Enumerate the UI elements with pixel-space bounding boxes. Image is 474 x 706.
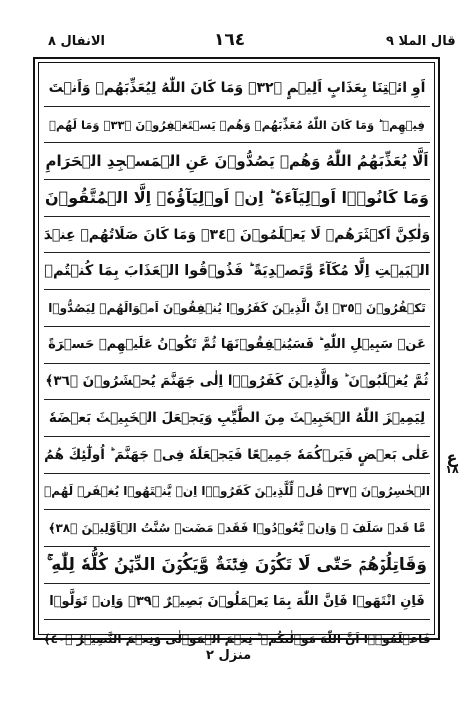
para-label: قال الملا ٩	[386, 34, 456, 49]
text-line: فَاِنِ انْتَهَوۡا فَاِنَّ اللّٰهَ بِمَا يَعۡمَلُوۡنَ بَصِيۡرٌ ﴿٣٩﴾ وَاِنۡ تَوَلَّوۡا	[44, 584, 430, 621]
text-line: اَلَّا يُعَذِّبَهُمُ اللّٰهُ وَهُمۡ يَصُدُّوۡنَ عَنِ الۡمَسۡجِدِ الۡحَرَامِ	[44, 143, 430, 180]
page-number: ١٦٤	[214, 30, 246, 50]
text-line: اَوِ ائۡتِنَا بِعَذَابٍ اَلِيۡمٍ ﴿٣٢﴾ وَمَا كَانَ اللّٰهُ لِيُعَذِّبَهُمۡ وَاَنۡتَ	[44, 70, 430, 107]
text-line: الۡخٰسِرُوۡنَ ﴿٣٧﴾ قُلۡ لِّلَّذِيۡنَ كَفَرُوۡۤا اِنۡ يَّنۡتَهُوۡا يُغۡفَرۡ لَهُمۡ	[44, 474, 430, 511]
text-line: وَمَا كَانُوۡۤا اَوۡلِيَآءَهٗ ؕ اِنۡ اَوۡلِيَآؤُهٗۤ اِلَّا الۡمُتَّقُوۡنَ	[44, 180, 430, 217]
text-line: عَنۡ سَبِيۡلِ اللّٰهِ ؕ فَسَيُنۡفِقُوۡنَهَا ثُمَّ تَكُوۡنُ عَلَيۡهِمۡ حَسۡرَةً	[44, 327, 430, 364]
text-line: الۡبَيۡتِ اِلَّا مُكَآءً وَّتَصۡدِيَةً ؕ فَذُوۡقُوا الۡعَذَابَ بِمَا كُنۡتُمۡ	[44, 253, 430, 290]
text-line: وَقَاتِلُوۡهُمۡ حَتّٰى لَا تَكُوۡنَ فِتۡنَةٌ وَّيَكُوۡنَ الدِّيۡنُ كُلُّهٗ لِلّٰهِ ۚ	[44, 547, 430, 584]
manzil-label: منزل ٢	[206, 648, 252, 663]
text-line: تَكۡفُرُوۡنَ ﴿٣٥﴾ اِنَّ الَّذِيۡنَ كَفَرُوۡا يُنۡفِقُوۡنَ اَمۡوَالَهُمۡ لِيَصُدُّوۡا	[44, 290, 430, 327]
surah-label: الانفال ٨	[48, 34, 105, 49]
text-line: فِيۡهِمۡ ؕ وَمَا كَانَ اللّٰهُ مُعَذِّبَهُمۡ وَهُمۡ يَسۡتَغۡفِرُوۡنَ ﴿٣٣﴾ وَمَا لَهُمۡ	[44, 107, 430, 144]
text-block	[44, 70, 430, 657]
text-line: ثُمَّ يُغۡلَبُوۡنَ ؕ وَالَّذِيۡنَ كَفَرُوۡۤا اِلٰى جَهَنَّمَ يُحۡشَرُوۡنَ ﴿٣٦﴾	[44, 364, 430, 401]
ruku-glyph: ع	[446, 448, 458, 467]
text-line: وَلٰكِنَّ اَكۡثَرَهُمۡ لَا يَعۡلَمُوۡنَ ﴿٣٤﴾ وَمَا كَانَ صَلَاتُهُمۡ عِنۡدَ	[44, 217, 430, 254]
text-line: لِيَمِيۡزَ اللّٰهُ الۡخَبِيۡثَ مِنَ الطَّيِّبِ وَيَجۡعَلَ الۡخَبِيۡثَ بَعۡضَهٗ	[44, 400, 430, 437]
text-line: مَّا قَدۡ سَلَفَ ۚ وَاِنۡ يَّعُوۡدُوۡا فَقَدۡ مَضَتۡ سُنَّتُ الۡاَوَّلِيۡنَ ﴿٣٨﴾	[44, 510, 430, 547]
text-line: فَاعۡلَمُوۡۤا اَنَّ اللّٰهَ مَوۡلٰٮكُمۡ ؕ نِعۡمَ الۡمَوۡلٰى وَنِعۡمَ النَّصِيۡرُ ﴿٤٠﴾	[44, 631, 430, 646]
ruku-marker	[441, 448, 463, 476]
ruku-number: ١٨	[445, 463, 459, 476]
text-line: عَلٰى بَعۡضٍ فَيَرۡكُمَهٗ جَمِيۡعًا فَيَجۡعَلَهٗ فِىۡ جَهَنَّمَ ؕ اُولٰٓئِكَ هُمُ	[44, 437, 430, 474]
